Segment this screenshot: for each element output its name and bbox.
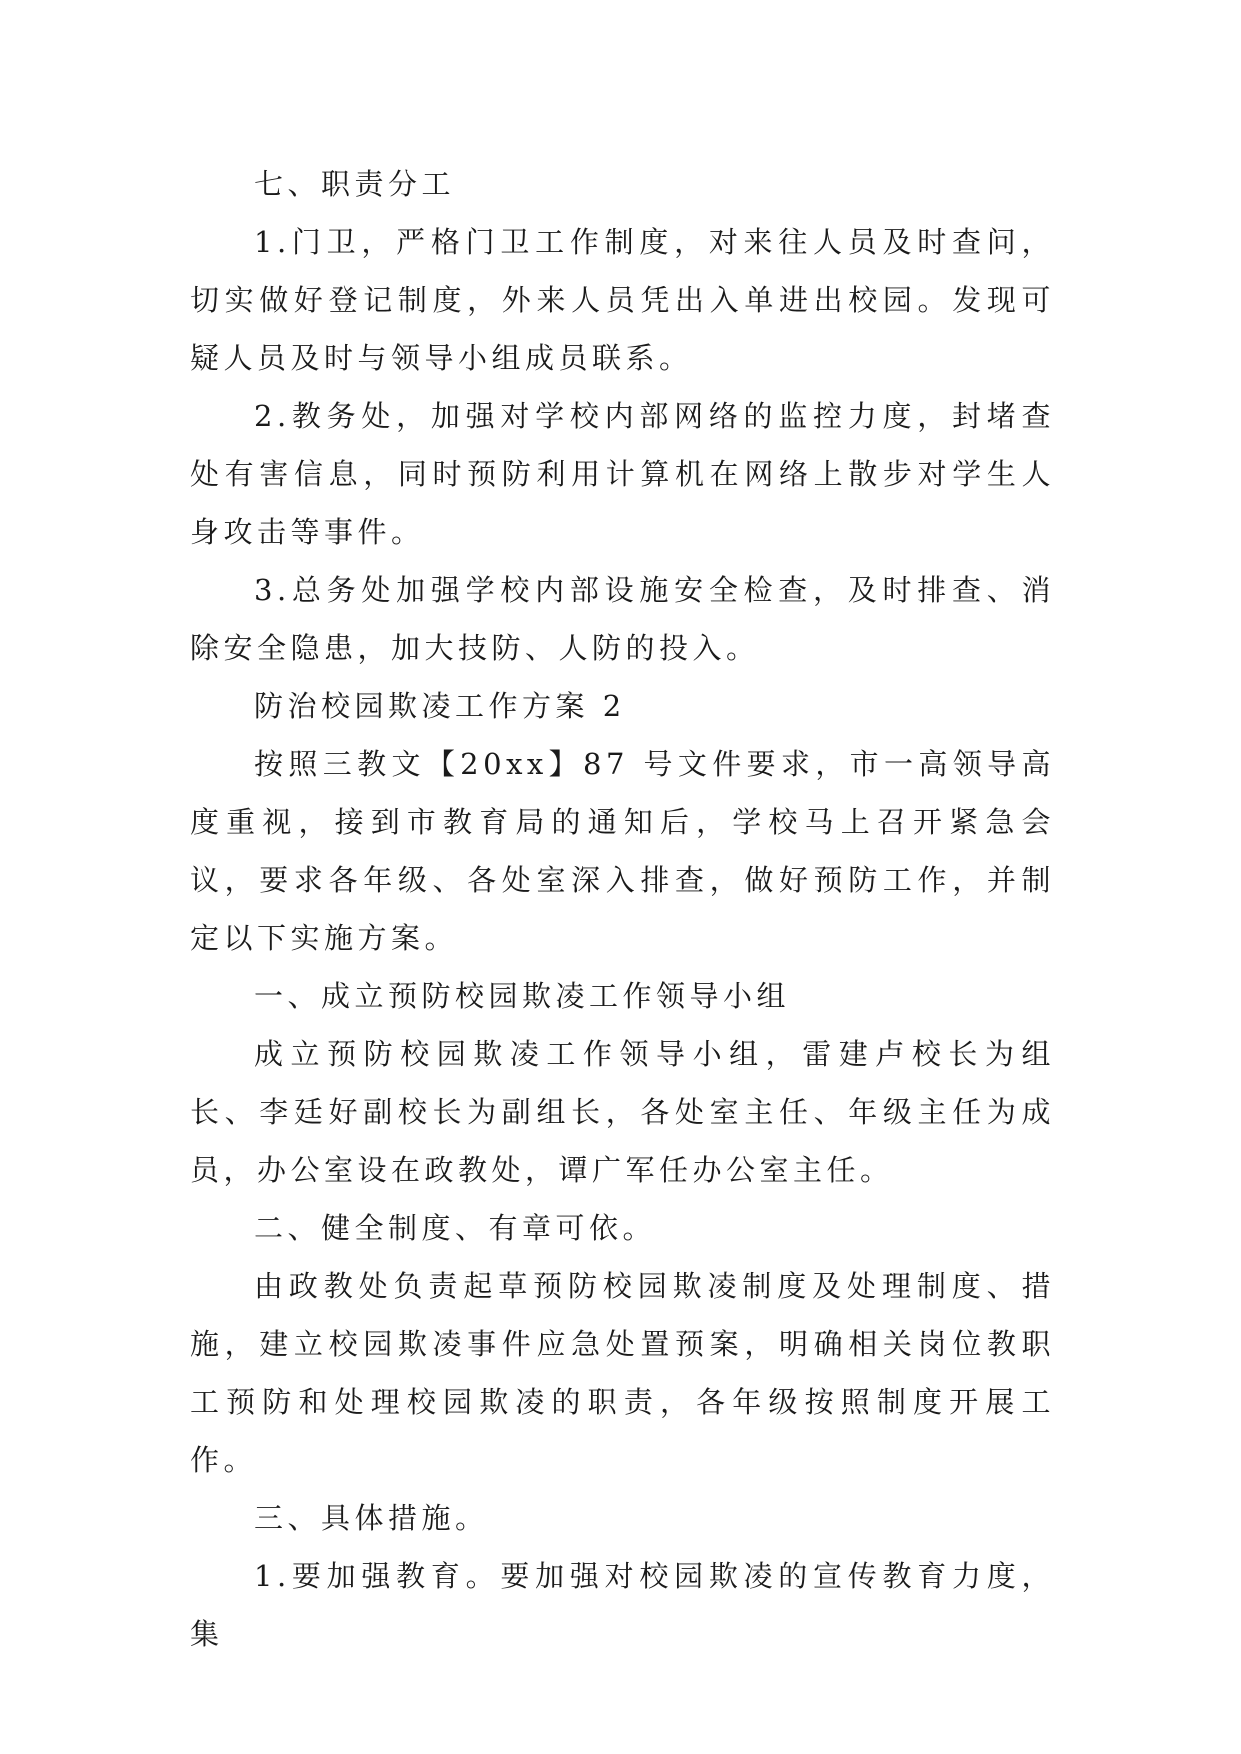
- paragraph-measure-education: 1.要加强教育。要加强对校园欺凌的宣传教育力度，集: [190, 1559, 1055, 1651]
- section-heading-rules: 二、健全制度、有章可依。: [254, 1211, 657, 1245]
- paragraph-gatekeeper: 1.门卫，严格门卫工作制度，对来往人员及时查问，切实做好登记制度，外来人员凭出入单进出校园。发现可疑人员及时与领导小组成员联系。: [190, 225, 1055, 375]
- paragraph-general-affairs: 3.总务处加强学校内部设施安全检查，及时排查、消除安全隐患，加大技防、人防的投入。: [190, 573, 1055, 665]
- section-heading-measures: 三、具体措施。: [254, 1501, 489, 1535]
- paragraph-academic-affairs: 2.教务处，加强对学校内部网络的监控力度，封堵查处有害信息，同时预防利用计算机在网络上散步对学生人身攻击等事件。: [190, 399, 1055, 549]
- document-body: [190, 155, 1055, 1663]
- paragraph-rules: 由政教处负责起草预防校园欺凌制度及处理制度、措施，建立校园欺凌事件应急处置预案，明确相关岗位教职工预防和处理校园欺凌的职责，各年级按照制度开展工作。: [190, 1269, 1055, 1477]
- section-heading-leadership-group: 一、成立预防校园欺凌工作领导小组: [254, 979, 791, 1013]
- document-subtitle: 防治校园欺凌工作方案 2: [254, 689, 626, 723]
- paragraph-introduction: 按照三教文【20xx】87 号文件要求，市一高领导高度重视，接到市教育局的通知后，学校马上召开紧急会议，要求各年级、各处室深入排查，做好预防工作，并制定以下实施方案。: [190, 747, 1055, 955]
- paragraph-leadership-group: 成立预防校园欺凌工作领导小组，雷建卢校长为组长、李廷好副校长为副组长，各处室主任、年级主任为成员，办公室设在政教处，谭广军任办公室主任。: [190, 1037, 1055, 1187]
- section-heading-duties: 七、职责分工: [254, 167, 456, 201]
